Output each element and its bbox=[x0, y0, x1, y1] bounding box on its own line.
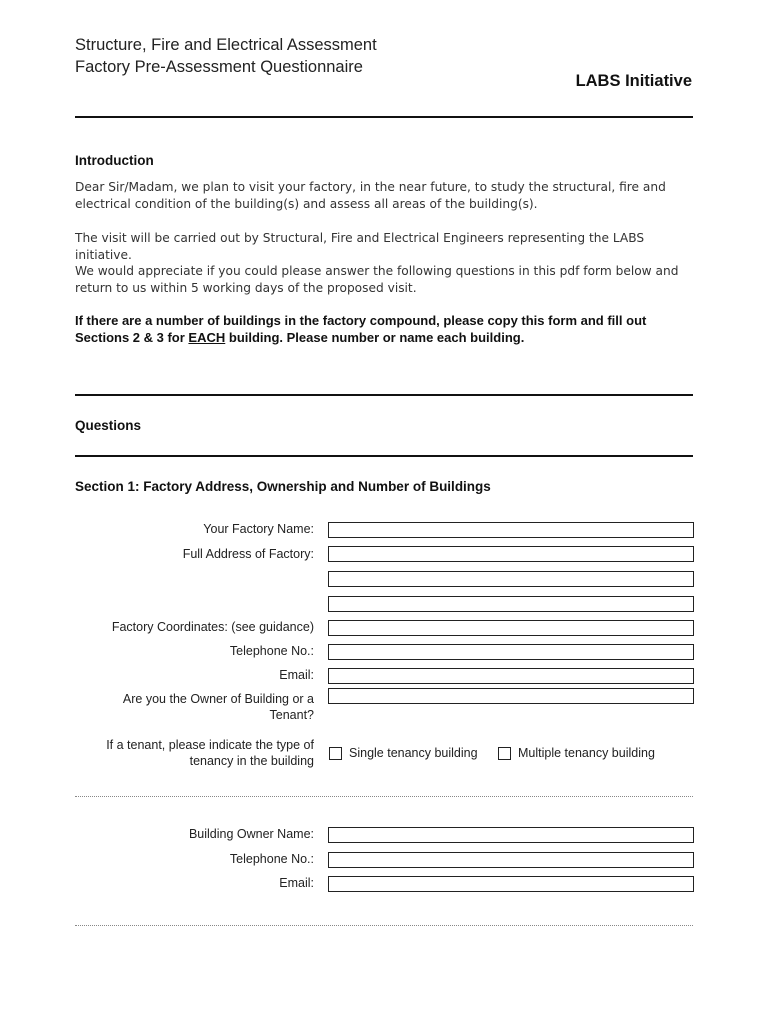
multiple-tenancy-label: Multiple tenancy building bbox=[518, 746, 655, 760]
intro-heading: Introduction bbox=[75, 153, 154, 168]
label-owner-telephone: Telephone No.: bbox=[229, 852, 314, 866]
questions-top-divider bbox=[75, 394, 693, 396]
label-owner-email: Email: bbox=[279, 876, 314, 890]
questions-heading: Questions bbox=[75, 418, 142, 433]
questions-bottom-divider bbox=[75, 455, 693, 457]
header-divider bbox=[75, 116, 693, 118]
section-separator-2 bbox=[75, 925, 693, 926]
intro-instruction bbox=[75, 312, 700, 346]
owner-telephone-field[interactable] bbox=[328, 852, 694, 868]
label-owner-or-tenant: Are you the Owner of Building or a Tenant? bbox=[122, 692, 314, 722]
owner-name-field[interactable] bbox=[328, 827, 694, 843]
coordinates-field[interactable] bbox=[328, 620, 694, 636]
instruction-text-part2: building. Please number or name each building. bbox=[225, 330, 525, 345]
instruction-emphasis: EACH bbox=[188, 330, 226, 345]
label-factory-name: Your Factory Name: bbox=[203, 522, 314, 536]
telephone-field[interactable] bbox=[328, 644, 694, 660]
intro-paragraph-1: Dear Sir/Madam, we plan to visit your factory, in the near future, to study the structural, fire and electrical condition of the building(s) and assess all areas of the building(s). bbox=[75, 180, 666, 211]
label-coordinates: Factory Coordinates: (see guidance) bbox=[111, 620, 314, 634]
section1-title: Section 1: Factory Address, Ownership and Number of Buildings bbox=[75, 479, 491, 494]
single-tenancy-checkbox[interactable] bbox=[329, 747, 342, 760]
instruction-text-part1: If there are a number of buildings in the factory compound, please copy this form and fill out Sections 2 & 3 for bbox=[75, 313, 647, 345]
label-owner-name: Building Owner Name: bbox=[188, 827, 314, 841]
address-line1-field[interactable] bbox=[328, 546, 694, 562]
document-title-line1: Structure, Fire and Electrical Assessment bbox=[75, 36, 377, 54]
label-tenancy-type: If a tenant, please indicate the type of tenancy in the building bbox=[106, 738, 314, 768]
address-line3-field[interactable] bbox=[328, 596, 694, 612]
factory-name-field[interactable] bbox=[328, 522, 694, 538]
multiple-tenancy-checkbox[interactable] bbox=[498, 747, 511, 760]
intro-paragraph-2: The visit will be carried out by Structural, Fire and Electrical Engineers representing the LABS initiative. bbox=[75, 231, 645, 262]
single-tenancy-label: Single tenancy building bbox=[349, 746, 478, 760]
label-full-address: Full Address of Factory: bbox=[182, 547, 314, 561]
owner-email-field[interactable] bbox=[328, 876, 694, 892]
document-title-line2: Factory Pre-Assessment Questionnaire bbox=[75, 58, 363, 76]
label-telephone: Telephone No.: bbox=[229, 644, 314, 658]
address-line2-field[interactable] bbox=[328, 571, 694, 587]
brand-name: LABS Initiative bbox=[575, 72, 692, 90]
intro-paragraph-3: We would appreciate if you could please answer the following questions in this pdf form below and return to us within 5 working days of the proposed visit. bbox=[75, 264, 679, 295]
email-field[interactable] bbox=[328, 668, 694, 684]
label-email: Email: bbox=[279, 668, 314, 682]
section-separator-1 bbox=[75, 796, 693, 797]
owner-or-tenant-field[interactable] bbox=[328, 688, 694, 704]
